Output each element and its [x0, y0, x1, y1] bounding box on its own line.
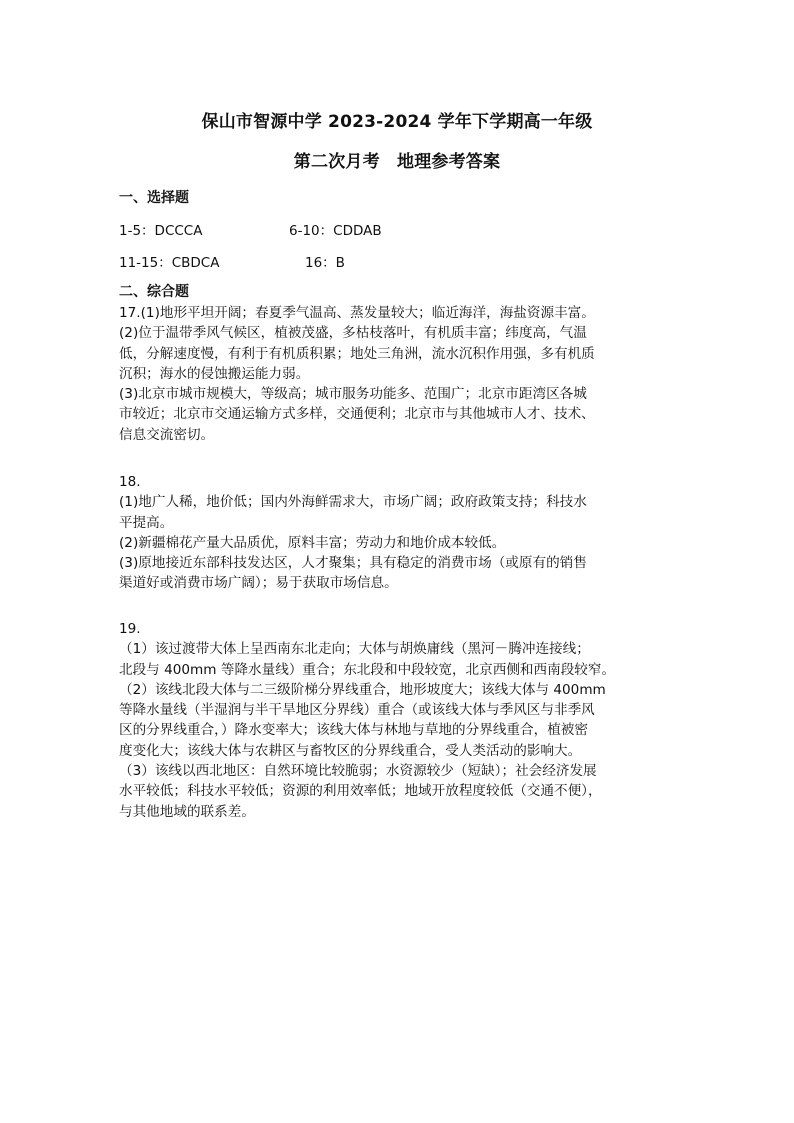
answer-line: (3)北京市城市规模大，等级高；城市服务功能多、范围广；北京市距湾区各城	[119, 386, 587, 403]
section-heading-comprehensive: 二、综合题	[119, 284, 189, 300]
page-subtitle: 第二次月考 地理参考答案	[293, 152, 501, 172]
answer-line: 北段与 400mm 等降水量线）重合；东北段和中段较宽，北京西侧和西南段较窄。	[119, 661, 616, 678]
answer-line: 渠道好或消费市场广阔）；易于获取市场信息。	[119, 575, 398, 592]
answer-line: 度变化大；该线大体与农耕区与畜牧区的分界线重合，受人类活动的影响大。	[119, 742, 582, 759]
answer-line: 与其他地域的联系差。	[119, 803, 255, 820]
answer-line: 水平较低；科技水平较低；资源的利用效率低；地域开放程度较低（交通不便），	[119, 783, 602, 800]
question-19-answer	[119, 619, 679, 822]
answer-line: 信息交流密切。	[119, 426, 215, 443]
answer-line: (2)新疆棉花产量大品质优，原料丰富；劳动力和地价成本较低。	[119, 534, 506, 551]
answer-line: 低，分解速度慢，有利于有机质积累；地处三角洲，流水沉积作用强，多有机质	[119, 345, 595, 362]
answer-line: 平提高。	[119, 514, 174, 531]
answer-line: 19.	[119, 621, 141, 637]
choice-answer: 16：B	[305, 255, 345, 271]
answer-line: (1)地广人稀，地价低；国内外海鲜需求大，市场广阔；政府政策支持；科技水	[119, 494, 587, 511]
choice-answer: 1-5：DCCCA	[119, 223, 203, 239]
page-title: 保山市智源中学 2023-2024 学年下学期高一年级	[201, 112, 593, 132]
answer-line: 沉积；海水的侵蚀搬运能力弱。	[119, 365, 310, 382]
answer-line: 17.(1)地形平坦开阔；春夏季气温高、蒸发量较大；临近海洋，海盐资源丰富。	[119, 305, 595, 321]
answer-line: （1）该过渡带大体上呈西南东北走向；大体与胡焕庸线（黑河－腾冲连接线；	[119, 641, 590, 658]
answer-line: （2）该线北段大体与二三级阶梯分界线重合，地形坡度大；该线大体与 400mm	[119, 681, 606, 698]
section-heading-choice: 一、选择题	[119, 190, 189, 206]
answer-line: (2)位于温带季风气候区，植被茂盛，多枯枝落叶，有机质丰富；纬度高，气温	[119, 325, 587, 342]
answer-line: 区的分界线重合，）降水变率大；该线大体与林地与草地的分界线重合，植被密	[119, 722, 588, 739]
choice-answer: 11-15：CBDCA	[119, 255, 220, 271]
answer-line: （3）该线以西北地区：自然环境比较脆弱；水资源较少（短缺）；社会经济发展	[119, 763, 597, 780]
question-18-answer	[119, 472, 679, 594]
answer-line: 等降水量线（半湿润与半干旱地区分界线）重合（或该线大体与季风区与非季风	[119, 702, 595, 719]
answer-line: 18.	[119, 474, 141, 490]
question-17-answer	[119, 303, 679, 445]
answer-line: 市较近；北京市交通运输方式多样，交通便利；北京市与其他城市人才、技术、	[119, 406, 595, 423]
answer-line: (3)原地接近东部科技发达区，人才聚集；具有稳定的消费市场（或原有的销售	[119, 555, 587, 572]
choice-answer: 6-10：CDDAB	[289, 223, 382, 239]
